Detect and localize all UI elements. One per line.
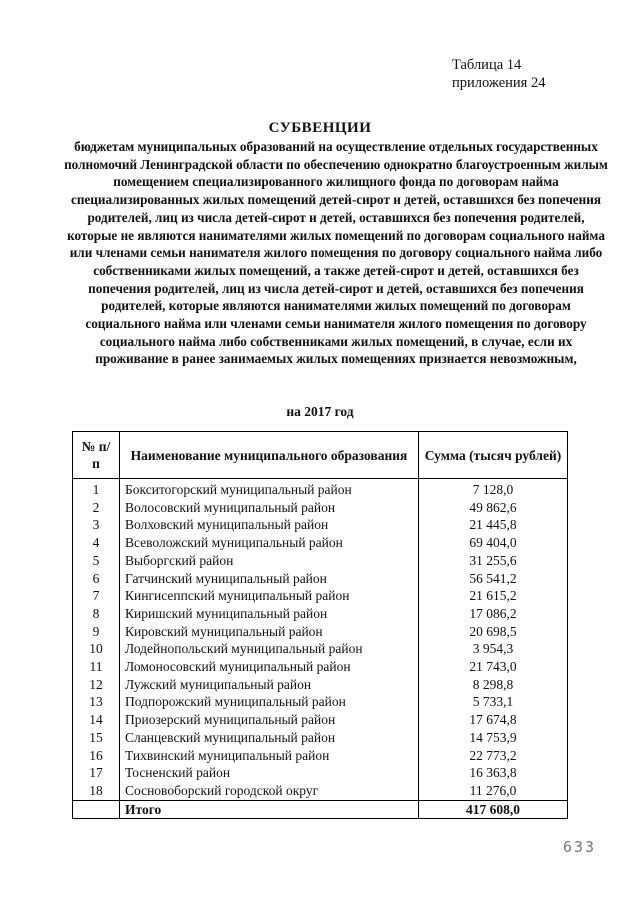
table-row bbox=[73, 764, 568, 782]
row-num: 10 bbox=[73, 640, 120, 658]
row-name: Сланцевский муниципальный район bbox=[120, 729, 419, 747]
table-row bbox=[73, 658, 568, 676]
table-number: Таблица 14 bbox=[452, 57, 522, 73]
row-sum: 69 404,0 bbox=[419, 534, 568, 552]
row-num: 14 bbox=[73, 711, 120, 729]
row-num: 2 bbox=[73, 499, 120, 517]
total-sum: 417 608,0 bbox=[419, 800, 568, 818]
row-name: Кировский муниципальный район bbox=[120, 623, 419, 641]
row-name: Лодейнопольский муниципальный район bbox=[120, 640, 419, 658]
row-sum: 49 862,6 bbox=[419, 499, 568, 517]
row-num: 7 bbox=[73, 587, 120, 605]
row-sum: 8 298,8 bbox=[419, 676, 568, 694]
row-num: 4 bbox=[73, 534, 120, 552]
row-sum: 5 733,1 bbox=[419, 693, 568, 711]
document-subtitle: бюджетам муниципальных образований на осуществление отдельных государственных полномочий Ленинградской области по обеспечению однократно благоустроенным жилым помещением специализированного жилищного фонда по договорам найма специализированных жилых помещений детей-сирот и детей, оставшихся без попечения родителей, лиц из числа детей-сирот и детей, оставшихся без попечения родителей, которые не являются нанимателями жилых помещений по договорам социального найма или членами семьи нанимателя жилого помещения по договору социального найма либо собственниками жилых помещений, а также детей-сирот и детей, оставшихся без попечения родителей, лиц из числа детей-сирот и детей, оставшихся без попечения родителей, которые являются нанимателями жилых помещений по договорам социального найма или членами семьи нанимателя жилого помещения по договору социального найма либо собственниками жилых помещений, в случае, если их проживание в ранее занимаемых жилых помещениях признается невозможным, bbox=[64, 139, 608, 367]
row-sum: 16 363,8 bbox=[419, 764, 568, 782]
row-sum: 7 128,0 bbox=[419, 479, 568, 499]
row-name: Приозерский муниципальный район bbox=[120, 711, 419, 729]
table-row bbox=[73, 729, 568, 747]
row-sum: 21 743,0 bbox=[419, 658, 568, 676]
row-num: 15 bbox=[73, 729, 120, 747]
table-row bbox=[73, 711, 568, 729]
row-num: 5 bbox=[73, 552, 120, 570]
table-reference bbox=[452, 56, 545, 92]
row-sum: 17 086,2 bbox=[419, 605, 568, 623]
row-num: 18 bbox=[73, 782, 120, 800]
table-row bbox=[73, 693, 568, 711]
total-empty-cell bbox=[73, 800, 120, 818]
table-row bbox=[73, 570, 568, 588]
row-num: 12 bbox=[73, 676, 120, 694]
row-num: 3 bbox=[73, 516, 120, 534]
row-sum: 20 698,5 bbox=[419, 623, 568, 641]
row-name: Гатчинский муниципальный район bbox=[120, 570, 419, 588]
header-sum: Сумма (тысяч рублей) bbox=[419, 432, 568, 479]
row-num: 13 bbox=[73, 693, 120, 711]
row-sum: 21 615,2 bbox=[419, 587, 568, 605]
document-title: СУБВЕНЦИИ bbox=[268, 120, 372, 136]
table-row bbox=[73, 782, 568, 800]
row-num: 16 bbox=[73, 747, 120, 765]
row-sum: 3 954,3 bbox=[419, 640, 568, 658]
table-row bbox=[73, 587, 568, 605]
row-name: Сосновоборский городской округ bbox=[120, 782, 419, 800]
table-row bbox=[73, 516, 568, 534]
row-name: Выборгский район bbox=[120, 552, 419, 570]
table-row bbox=[73, 676, 568, 694]
table-header-row bbox=[73, 432, 568, 479]
row-name: Бокситогорский муниципальный район bbox=[120, 479, 419, 499]
table-row bbox=[73, 623, 568, 641]
row-name: Волосовский муниципальный район bbox=[120, 499, 419, 517]
row-name: Ломоносовский муниципальный район bbox=[120, 658, 419, 676]
row-sum: 11 276,0 bbox=[419, 782, 568, 800]
row-sum: 21 445,8 bbox=[419, 516, 568, 534]
header-num: № п/п bbox=[73, 432, 120, 479]
table-row bbox=[73, 747, 568, 765]
row-num: 9 bbox=[73, 623, 120, 641]
year-line: на 2017 год bbox=[286, 404, 354, 419]
table-row bbox=[73, 640, 568, 658]
row-name: Тосненский район bbox=[120, 764, 419, 782]
table-row bbox=[73, 605, 568, 623]
table-row bbox=[73, 534, 568, 552]
row-name: Подпорожский муниципальный район bbox=[120, 693, 419, 711]
row-sum: 17 674,8 bbox=[419, 711, 568, 729]
row-name: Волховский муниципальный район bbox=[120, 516, 419, 534]
row-sum: 14 753,9 bbox=[419, 729, 568, 747]
row-name: Тихвинский муниципальный район bbox=[120, 747, 419, 765]
row-name: Киришский муниципальный район bbox=[120, 605, 419, 623]
row-num: 1 bbox=[73, 479, 120, 499]
table-row bbox=[73, 479, 568, 499]
page-number: 633 bbox=[563, 838, 597, 856]
table-row bbox=[73, 552, 568, 570]
subventions-table bbox=[72, 431, 568, 819]
row-num: 8 bbox=[73, 605, 120, 623]
header-name: Наименование муниципального образования bbox=[120, 432, 419, 479]
row-sum: 31 255,6 bbox=[419, 552, 568, 570]
row-name: Лужский муниципальный район bbox=[120, 676, 419, 694]
table-row bbox=[73, 499, 568, 517]
total-label: Итого bbox=[120, 800, 419, 818]
row-name: Кингисеппский муниципальный район bbox=[120, 587, 419, 605]
row-sum: 22 773,2 bbox=[419, 747, 568, 765]
row-num: 17 bbox=[73, 764, 120, 782]
row-name: Всеволожский муниципальный район bbox=[120, 534, 419, 552]
appendix-number: приложения 24 bbox=[452, 75, 546, 91]
row-sum: 56 541,2 bbox=[419, 570, 568, 588]
total-row bbox=[73, 800, 568, 818]
row-num: 6 bbox=[73, 570, 120, 588]
row-num: 11 bbox=[73, 658, 120, 676]
